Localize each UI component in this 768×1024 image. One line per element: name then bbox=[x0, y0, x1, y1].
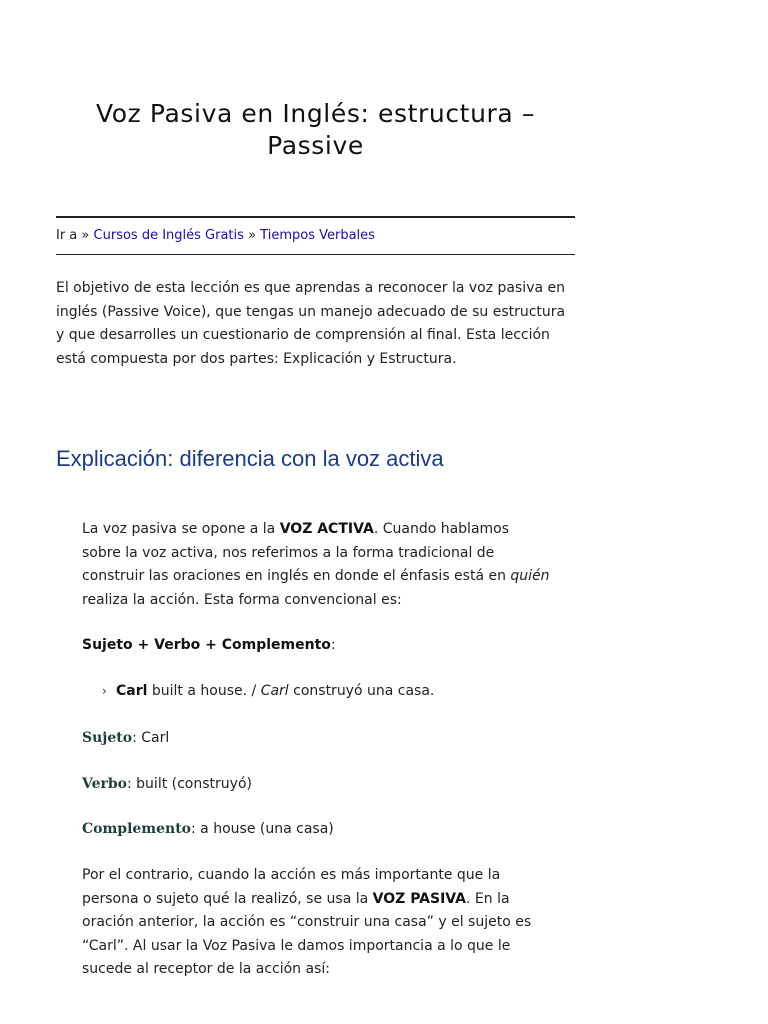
text-run: Por el contrario, cuando la acción es más importante que la persona o sujeto qué la realizó, se usa la bbox=[82, 867, 501, 907]
verbo-value: : built (construyó) bbox=[127, 776, 252, 792]
complemento-label: Complemento bbox=[82, 821, 192, 837]
active-voice-paragraph bbox=[82, 518, 552, 612]
complemento-line bbox=[82, 818, 552, 842]
text-run: La voz pasiva se opone a la bbox=[82, 521, 280, 537]
verbo-label: Verbo bbox=[82, 776, 127, 792]
breadcrumb-separator: » bbox=[248, 228, 257, 243]
breadcrumb bbox=[56, 216, 575, 255]
sujeto-value: : Carl bbox=[132, 730, 170, 746]
text-run: built a house. / bbox=[147, 683, 261, 699]
page-title: Voz Pasiva en Inglés: estructura – Passive bbox=[96, 99, 535, 160]
intro-paragraph: El objetivo de esta lección es que aprendas a reconocer la voz pasiva en inglés (Passive Voice), que tengas un manejo adecuado de su estructura y que desarrolles un cuestionario de comprensión al final. Esta lección está compuesta por dos partes: Explicación y Estructura. bbox=[56, 280, 566, 367]
formula-text: Sujeto + Verbo + Complemento bbox=[82, 637, 331, 653]
example-subject-italic: Carl bbox=[260, 683, 289, 699]
breadcrumb-link-tiempos[interactable]: Tiempos Verbales bbox=[260, 228, 375, 243]
text-run: . Cuando hablamos sobre la voz activa, nos referimos a la forma tradicional de construir las oraciones en inglés en donde el énfasis está en bbox=[82, 521, 511, 585]
verbo-line bbox=[82, 773, 552, 797]
text-run: realiza la acción. Esta forma convencional es: bbox=[82, 591, 402, 608]
sujeto-label: Sujeto bbox=[82, 730, 133, 746]
text-run: construyó una casa. bbox=[288, 683, 435, 699]
example-subject: Carl bbox=[116, 683, 148, 699]
sujeto-line bbox=[82, 727, 552, 751]
breadcrumb-prefix: Ir a bbox=[56, 228, 78, 243]
formula-line bbox=[82, 634, 552, 658]
formula-colon: : bbox=[330, 637, 336, 653]
list-item bbox=[102, 680, 542, 704]
text-run: . En la oración anterior, la acción es “construir una casa” y el sujeto es “Carl”. Al usar la Voz Pasiva le damos importancia a lo que le sucede al receptor de la acción así: bbox=[82, 890, 532, 978]
voz-pasiva-strong: VOZ PASIVA bbox=[372, 890, 467, 907]
chevron-right-icon: › bbox=[102, 684, 107, 698]
section-heading: Explicación: diferencia con la voz activa bbox=[56, 446, 444, 471]
quien-emphasis: quién bbox=[510, 568, 550, 585]
voz-activa-strong: VOZ ACTIVA bbox=[279, 521, 374, 537]
passive-voice-paragraph bbox=[82, 864, 552, 982]
breadcrumb-link-cursos[interactable]: Cursos de Inglés Gratis bbox=[93, 228, 244, 243]
complemento-value: : a house (una casa) bbox=[191, 821, 334, 837]
breadcrumb-separator: » bbox=[81, 228, 90, 243]
